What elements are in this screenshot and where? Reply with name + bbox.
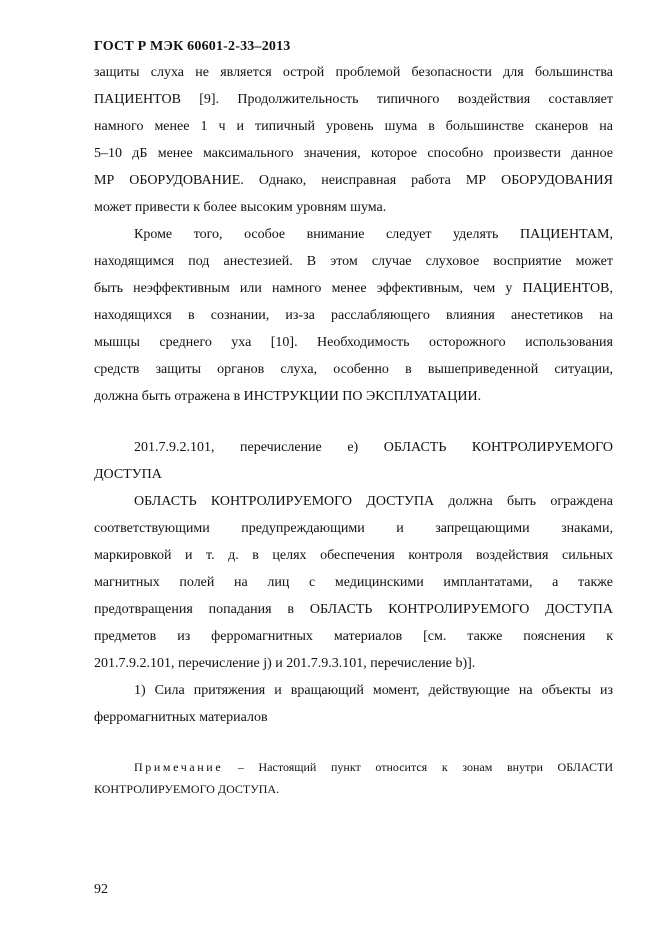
- paragraph-3-line-3: маркировкой и т. д. в целях обеспечения контроля воздействия сильных: [94, 548, 613, 563]
- paragraph-1-line-3: намного менее 1 ч и типичный уровень шума в большинстве сканеров на: [94, 119, 613, 134]
- paragraph-2-line-4: находящихся в сознании, из-за расслабляющего влияния анестетиков на: [94, 308, 613, 323]
- page-number: 92: [94, 882, 108, 897]
- paragraph-4-line-2: ферромагнитных материалов: [94, 710, 268, 725]
- paragraph-2-line-6: средств защиты органов слуха, особенно в вышеприведенной ситуации,: [94, 362, 613, 377]
- note-text: – Настоящий пункт относится к зонам внутри ОБЛАСТИ: [223, 760, 613, 774]
- note-label: Примечание: [134, 760, 224, 774]
- paragraph-3-line-6: предметов из ферромагнитных материалов [см. также пояснения к: [94, 629, 613, 644]
- paragraph-2-line-1: Кроме того, особое внимание следует уделять ПАЦИЕНТАМ,: [134, 227, 613, 242]
- note-line-1: [94, 759, 613, 775]
- paragraph-4-line-1: 1) Сила притяжения и вращающий момент, действующие на объекты из: [134, 683, 613, 698]
- paragraph-2-line-5: мышцы среднего уха [10]. Необходимость осторожного использования: [94, 335, 613, 350]
- paragraph-1-line-2: ПАЦИЕНТОВ [9]. Продолжительность типичного воздействия составляет: [94, 92, 613, 107]
- paragraph-3-line-4: магнитных полей на лиц с медицинскими имплантатами, а также: [94, 575, 613, 590]
- note-line-2: КОНТРОЛИРУЕМОГО ДОСТУПА.: [94, 782, 280, 796]
- section-heading-line-2: ДОСТУПА: [94, 467, 162, 482]
- paragraph-1-line-5: МР ОБОРУДОВАНИЕ. Однако, неисправная работа МР ОБОРУДОВАНИЯ: [94, 173, 613, 188]
- section-heading-line-1: 201.7.9.2.101, перечисление e) ОБЛАСТЬ КОНТРОЛИРУЕМОГО: [134, 440, 613, 455]
- paragraph-3-line-1: ОБЛАСТЬ КОНТРОЛИРУЕМОГО ДОСТУПА должна быть ограждена: [134, 494, 613, 509]
- paragraph-2-line-2: находящимся под анестезией. В этом случае слуховое восприятие может: [94, 254, 613, 269]
- paragraph-2-line-3: быть неэффективным или намного менее эффективным, чем у ПАЦИЕНТОВ,: [94, 281, 613, 296]
- paragraph-3-line-7: 201.7.9.2.101, перечисление j) и 201.7.9.3.101, перечисление b)].: [94, 656, 476, 671]
- paragraph-1-line-6: может привести к более высоким уровням шума.: [94, 200, 387, 215]
- paragraph-2-line-7: должна быть отражена в ИНСТРУКЦИИ ПО ЭКСПЛУАТАЦИИ.: [94, 389, 482, 404]
- paragraph-3-line-5: предотвращения попадания в ОБЛАСТЬ КОНТРОЛИРУЕМОГО ДОСТУПА: [94, 602, 613, 617]
- paragraph-1-line-1: защиты слуха не является острой проблемой безопасности для большинства: [94, 65, 613, 80]
- paragraph-3-line-2: соответствующими предупреждающими и запрещающими знаками,: [94, 521, 613, 536]
- paragraph-1-line-4: 5–10 дБ менее максимального значения, которое способно произвести данное: [94, 146, 613, 161]
- document-header: ГОСТ Р МЭК 60601-2-33–2013: [94, 39, 291, 54]
